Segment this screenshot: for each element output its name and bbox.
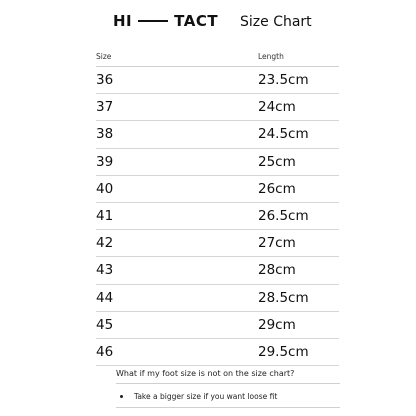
length-cell: 29.5cm xyxy=(258,343,309,360)
size-cell: 43 xyxy=(96,262,114,279)
table-row xyxy=(96,285,339,312)
column-header-length: Length xyxy=(258,52,284,61)
length-cell: 27cm xyxy=(258,235,296,252)
page-title: Size Chart xyxy=(240,14,312,30)
table-row xyxy=(96,149,339,176)
faq-section xyxy=(116,369,340,408)
header xyxy=(0,0,416,48)
table-row xyxy=(96,339,339,366)
table-row xyxy=(96,67,339,94)
length-cell: 26.5cm xyxy=(258,207,309,224)
size-cell: 40 xyxy=(96,180,114,197)
bullet-icon xyxy=(120,395,123,398)
size-cell: 45 xyxy=(96,316,114,333)
table-header xyxy=(96,48,339,67)
table-row xyxy=(96,94,339,121)
table-row xyxy=(96,176,339,203)
size-cell: 39 xyxy=(96,153,114,170)
table-row xyxy=(96,312,339,339)
length-cell: 29cm xyxy=(258,316,296,333)
size-cell: 37 xyxy=(96,99,114,116)
table-row xyxy=(96,257,339,284)
divider xyxy=(116,407,340,408)
size-cell: 38 xyxy=(96,126,114,143)
length-cell: 28.5cm xyxy=(258,289,309,306)
size-cell: 42 xyxy=(96,235,114,252)
table-row xyxy=(96,203,339,230)
faq-question: What if my foot size is not on the size chart? xyxy=(116,369,340,384)
length-cell: 24.5cm xyxy=(258,126,309,143)
column-header-size: Size xyxy=(96,52,112,61)
length-cell: 28cm xyxy=(258,262,296,279)
length-cell: 26cm xyxy=(258,180,296,197)
size-cell: 41 xyxy=(96,207,114,224)
table-row xyxy=(96,121,339,148)
brand-logo-dash xyxy=(138,20,168,22)
size-cell: 44 xyxy=(96,289,114,306)
size-cell: 46 xyxy=(96,343,114,360)
brand-logo-right: TACT xyxy=(174,12,219,30)
length-cell: 24cm xyxy=(258,99,296,116)
length-cell: 23.5cm xyxy=(258,72,309,88)
brand-logo xyxy=(113,12,218,30)
faq-answer: Take a bigger size if you want loose fit xyxy=(134,392,278,401)
brand-logo-left: HI xyxy=(113,12,133,30)
faq-list-item xyxy=(116,392,340,401)
table-row xyxy=(96,230,339,257)
size-table xyxy=(96,48,339,366)
length-cell: 25cm xyxy=(258,153,296,170)
size-cell: 36 xyxy=(96,72,114,88)
